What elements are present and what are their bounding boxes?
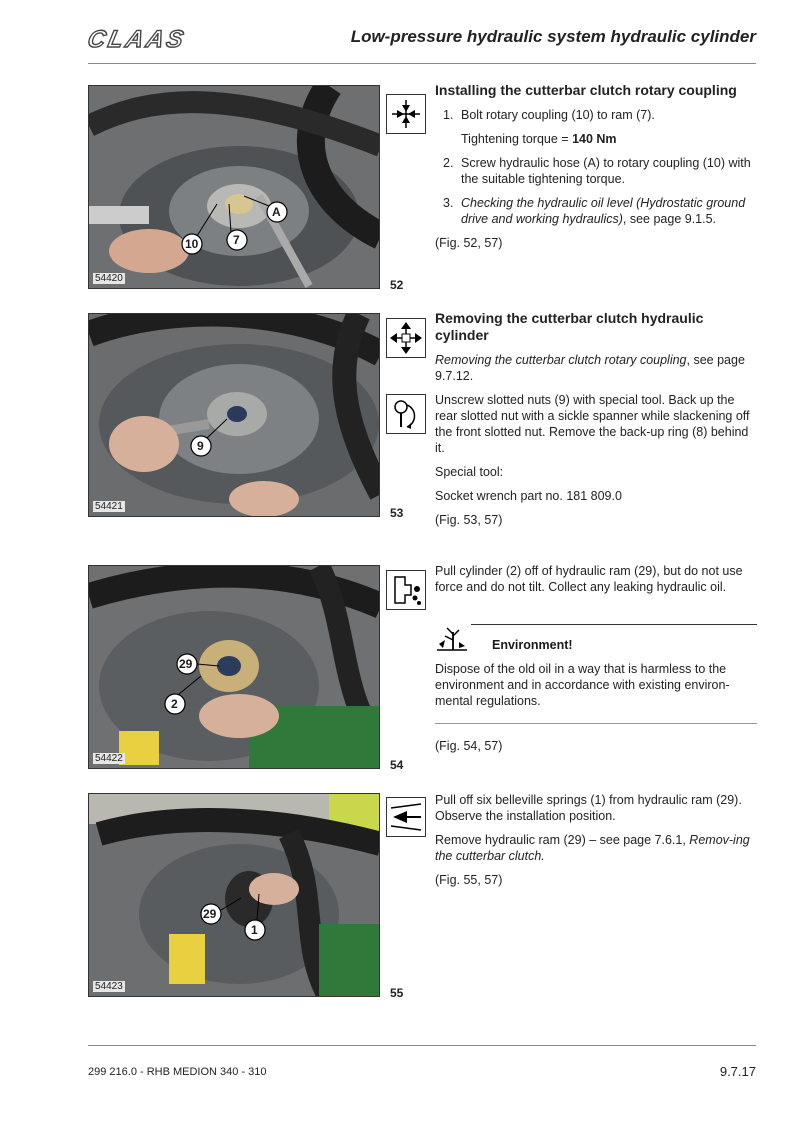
callout-label: A: [272, 205, 281, 219]
footer-rule: [88, 1045, 756, 1046]
ref-text: , see page 9.7.12.: [435, 353, 745, 383]
instruction-paragraph: Pull off six belleville springs (1) from hydraulic ram (29). Observe the installation position.: [435, 793, 742, 823]
step-number: 3.: [443, 196, 454, 210]
environment-label: Environment!: [492, 638, 573, 652]
para-text-italic: Remov-ing the cutterbar clutch.: [435, 833, 750, 863]
step-number: 1.: [443, 108, 454, 122]
photo-id: 54420: [95, 273, 123, 284]
section-pull-cylinder: [435, 563, 757, 603]
figure-photo-54: [88, 565, 380, 769]
callout-label: 7: [233, 233, 240, 247]
page-number: 9.7.17: [719, 1064, 756, 1079]
special-tool-label: Special tool:: [435, 465, 504, 479]
callout-label: 9: [197, 439, 204, 453]
page-title: Low-pressure hydraulic system hydraulic cylinder: [350, 27, 756, 46]
instruction-paragraph: Pull cylinder (2) off of hydraulic ram (29), but do not use force and do not tilt. Collect any leaking hydraulic oil.: [435, 564, 743, 594]
section-title: Installing the cutterbar clutch rotary coupling: [435, 82, 737, 98]
special-tool: Socket wrench part no. 181 809.0: [435, 489, 622, 503]
torque-label: Tightening torque =: [461, 132, 573, 146]
torque-value: 140 Nm: [572, 132, 617, 146]
step-text: , see page 9.1.5.: [622, 212, 717, 226]
fig-reference: (Fig. 55, 57): [435, 873, 503, 887]
figure-number: 53: [390, 506, 404, 520]
fig-ref-block: [435, 738, 757, 762]
section-installing-coupling: [435, 82, 757, 259]
step-text: Screw hydraulic hose (A) to rotary coupling (10) with the suitable tightening torque.: [461, 156, 751, 186]
callout-label: 29: [179, 657, 193, 671]
steps-list: [435, 107, 757, 123]
instruction-paragraph: Unscrew slotted nuts (9) with special tool. Back up the rear slotted nut with a sickle spanner while slackening off the front slotted nut. Remove the back-up ring (8) behind it.: [435, 393, 750, 455]
environment-text: Dispose of the old oil in a way that is harmless to the environment and in accordance with existing environ-mental regulations.: [435, 662, 730, 708]
environment-rule: [471, 624, 757, 625]
figure-photo-53: [88, 313, 380, 517]
step-number: 2.: [443, 156, 454, 170]
callout-label: 10: [185, 237, 199, 251]
ref-italic: Removing the cutterbar clutch rotary coupling: [435, 353, 687, 367]
callout-label: 2: [171, 697, 178, 711]
section-title: Removing the cutterbar clutch hydraulic cylinder: [435, 310, 704, 343]
step-text-italic: Checking the hydraulic oil level (Hydrostatic ground drive and working hydraulics): [461, 196, 746, 226]
steps-list: [435, 155, 757, 227]
fig-reference: (Fig. 52, 57): [435, 236, 503, 250]
photo-id: 54423: [95, 981, 123, 992]
list-item: [435, 195, 757, 227]
figure-number: 52: [390, 278, 404, 292]
figure-number: 55: [390, 986, 404, 1000]
header-rule: [88, 63, 756, 64]
environment-heading: [435, 624, 757, 658]
figure-number: 54: [390, 758, 404, 772]
para-text: Remove hydraulic ram (29) – see page 7.6.1,: [435, 833, 690, 847]
photo-id: 54421: [95, 501, 123, 512]
fig-reference: (Fig. 53, 57): [435, 513, 503, 527]
section-belleville-springs: [435, 792, 757, 896]
instruction-paragraph: [435, 832, 757, 864]
cross-reference: [435, 352, 757, 384]
expand-arrows-icon: [386, 318, 426, 358]
environment-end-rule: [435, 723, 757, 724]
list-item: [435, 107, 757, 123]
claas-logo: CLAAS: [85, 26, 189, 53]
step-text: Bolt rotary coupling (10) to ram (7).: [461, 108, 655, 122]
fig-reference: (Fig. 54, 57): [435, 739, 503, 753]
section-removing-cylinder: [435, 310, 757, 536]
document-reference: 299 216.0 - RHB MEDION 340 - 310: [88, 1066, 267, 1078]
pull-off-icon: [386, 797, 426, 837]
oil-drip-icon: [386, 570, 426, 610]
torque-line: [435, 131, 757, 147]
photo-id: 54422: [95, 753, 123, 764]
environment-note: [435, 661, 757, 717]
list-item: [435, 155, 757, 187]
figure-photo-55: [88, 793, 380, 997]
special-tool-icon: [386, 394, 426, 434]
callout-label: 29: [203, 907, 217, 921]
figure-photo-52: [88, 85, 380, 289]
callout-label: 1: [251, 923, 258, 937]
compress-arrows-icon: [386, 94, 426, 134]
environment-icon: [435, 626, 469, 654]
